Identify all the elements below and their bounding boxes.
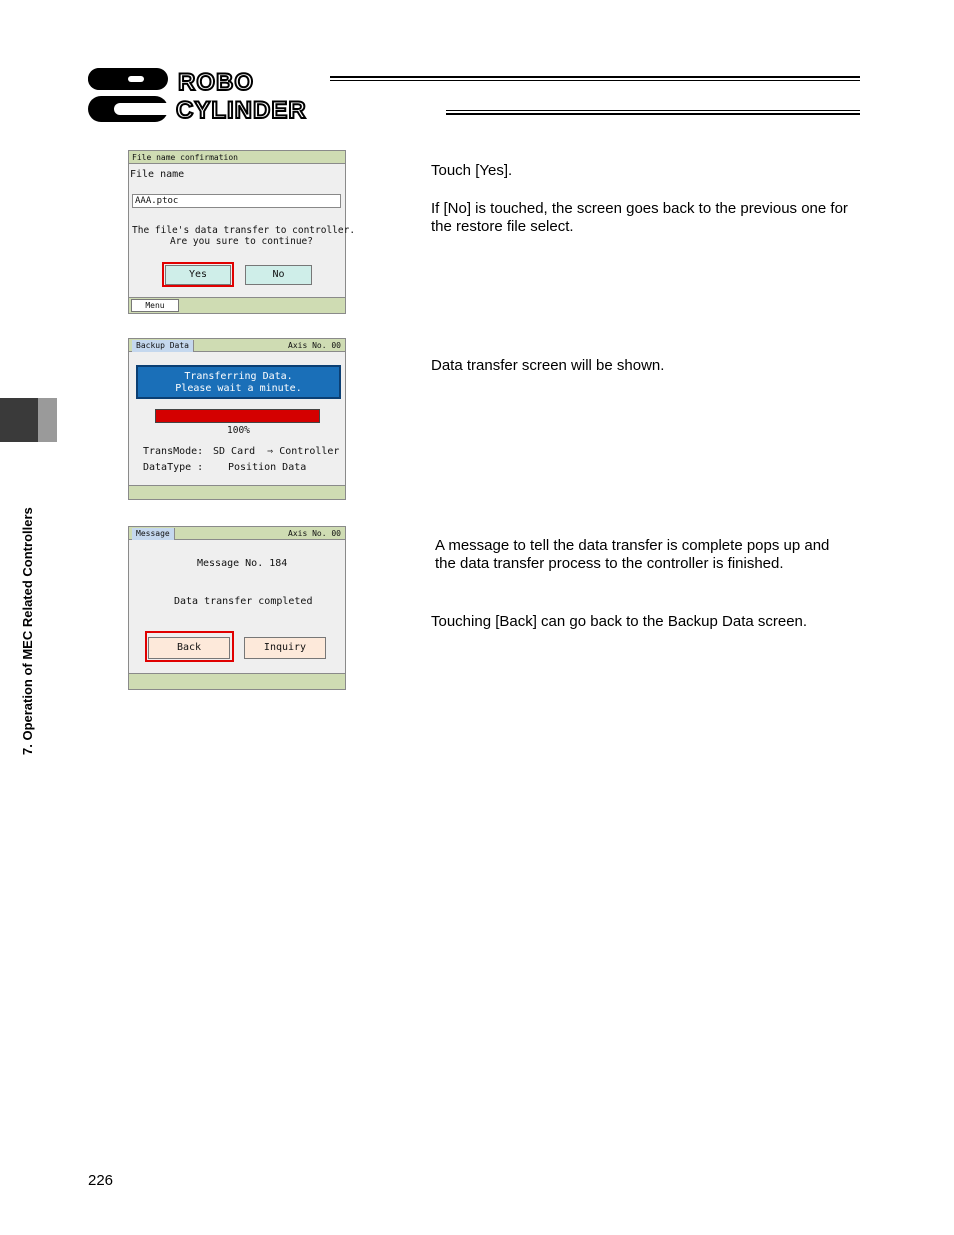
- progress-fill: [156, 410, 319, 422]
- step3-description-line2: the data transfer process to the controller is finished.: [435, 555, 784, 572]
- screen-bottom-bar: [129, 673, 345, 689]
- yes-button-highlight: [162, 262, 234, 287]
- banner-line1: Transferring Data.: [184, 371, 293, 382]
- step3-description-line1: A message to tell the data transfer is complete pops up and: [435, 537, 830, 554]
- screen-title-bar: [129, 339, 345, 352]
- confirm-message-line2: Are you sure to continue?: [170, 236, 313, 247]
- screen-title: Backup Data: [132, 340, 194, 352]
- message-screen: [128, 526, 346, 690]
- transferring-banner: [136, 365, 341, 399]
- step1-note-line1: If [No] is touched, the screen goes back to the previous one for: [431, 200, 848, 217]
- no-button[interactable]: No: [245, 265, 312, 285]
- message-number: Message No. 184: [197, 558, 288, 569]
- data-type-label: DataType :: [143, 462, 204, 473]
- trans-mode-label: TransMode:: [143, 446, 204, 457]
- data-type-value: Position Data: [228, 462, 307, 473]
- file-name-field[interactable]: AAA.ptoc: [132, 194, 341, 208]
- header-rule-top-2: [330, 80, 860, 81]
- confirm-message-line1: The file's data transfer to controller.: [132, 225, 356, 236]
- screen-title: Message: [132, 528, 175, 540]
- trans-mode-value: SD Card ⇒ Controller: [213, 446, 340, 457]
- header-rule-bottom-2: [446, 113, 860, 115]
- yes-button[interactable]: Yes: [165, 265, 231, 285]
- back-button-highlight: [145, 631, 234, 662]
- axis-number: Axis No. 00: [288, 529, 341, 538]
- header-rule-top-1: [330, 76, 860, 78]
- axis-number: Axis No. 00: [288, 341, 341, 350]
- back-button[interactable]: Back: [148, 637, 230, 659]
- file-name-confirmation-screen: [128, 150, 356, 314]
- screen-title-bar: [129, 527, 345, 540]
- file-name-label: File name: [130, 169, 185, 180]
- message-text: Data transfer completed: [174, 596, 313, 607]
- step2-description: Data transfer screen will be shown.: [431, 357, 665, 374]
- screen-title-bar: [129, 151, 345, 164]
- chapter-tab-dark: [0, 398, 38, 442]
- chapter-tab-light: [38, 398, 57, 442]
- progress-track: [155, 409, 320, 423]
- progress-label: 100%: [227, 425, 250, 436]
- header-rule-bottom-1: [446, 110, 860, 111]
- page-number: 226: [88, 1172, 114, 1189]
- menu-button[interactable]: Menu: [131, 299, 179, 312]
- screen-title: File name confirmation: [132, 153, 238, 162]
- banner-line2: Please wait a minute.: [175, 383, 302, 394]
- backup-data-transfer-screen: [128, 338, 346, 500]
- screen-bottom-bar: [129, 485, 345, 499]
- screen-bottom-bar: [129, 297, 345, 313]
- step1-note-line2: the restore file select.: [431, 218, 574, 235]
- inquiry-button[interactable]: Inquiry: [244, 637, 326, 659]
- logo-robo-text: ROBO: [178, 69, 254, 96]
- step3-back-note: Touching [Back] can go back to the Backup Data screen.: [431, 613, 808, 630]
- step1-instruction: Touch [Yes].: [431, 162, 513, 179]
- logo-cylinder-text: CYLINDER: [176, 97, 307, 124]
